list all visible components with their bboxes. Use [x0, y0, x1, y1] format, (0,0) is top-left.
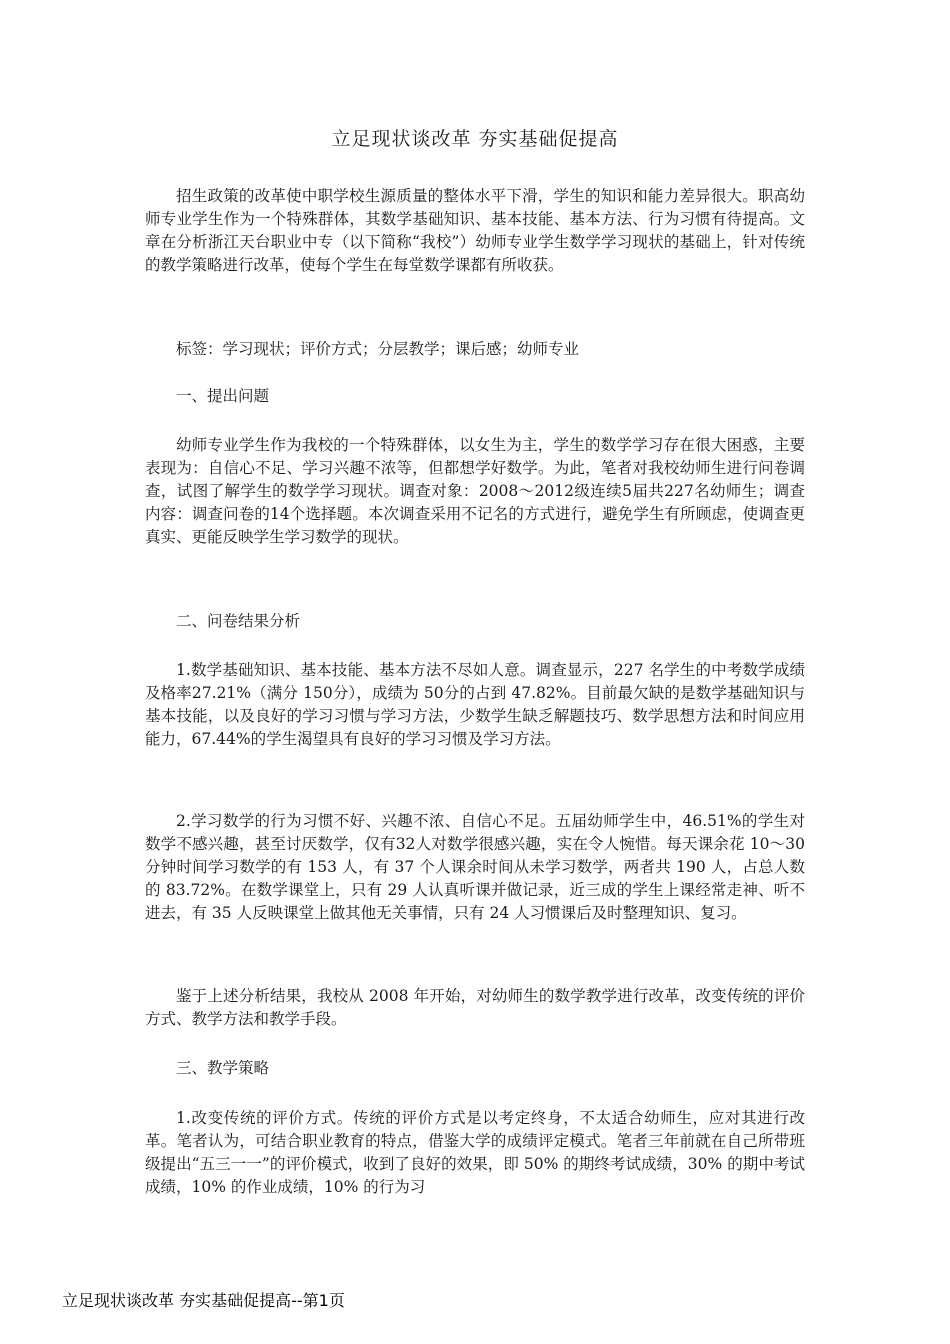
- document-title: 立足现状谈改革 夯实基础促提高: [331, 128, 619, 150]
- section-heading-2: 二、问卷结果分析: [176, 612, 301, 630]
- section-heading-1: 一、提出问题: [176, 387, 270, 405]
- abstract-paragraph: 招生政策的改革使中职学校生源质量的整体水平下滑，学生的知识和能力差异很大。职高幼师专业学生作为一个特殊群体，其数学基础知识、基本技能、基本方法、行为习惯有待提高。文章在分析浙江天台职业中专（以下简称“我校”）幼师专业学生数学学习现状的基础上，针对传统的教学策略进行改革，使每个学生在每堂数学课都有所收获。: [145, 187, 805, 274]
- section-1-paragraph: 幼师专业学生作为我校的一个特殊群体，以女生为主，学生的数学学习存在很大困惑，主要表现为：自信心不足、学习兴趣不浓等，但都想学好数学。为此，笔者对我校幼师生进行问卷调查，试图了解学生的数学学习现状。调查对象：2008～2012级连续5届共227名幼师生；调查内容：调查问卷的14个选择题。本次调查采用不记名的方式进行，避免学生有所顾虑，使调查更真实、更能反映学生学习数学的现状。: [145, 436, 805, 546]
- page-footer: 立足现状谈改革 夯实基础促提高--第1页: [62, 1291, 345, 1310]
- section-2-paragraph-3: 鉴于上述分析结果，我校从 2008 年开始，对幼师生的数学教学进行改革，改变传统的评价方式、教学方法和教学手段。: [145, 987, 805, 1028]
- section-2-paragraph-1: 1.数学基础知识、基本技能、基本方法不尽如人意。调查显示，227 名学生的中考数学成绩及格率27.21%（满分 150分），成绩为 50分的占到 47.82%。目前最欠缺的是数学基础知识与基本技能，以及良好的学习习惯与学习方法，少数学生缺乏解题技巧、数学思想方法和时间应用能力，67.44%的学生渴望具有良好的学习习惯及学习方法。: [145, 661, 805, 748]
- tags-line: 标签：学习现状；评价方式；分层教学；课后感；幼师专业: [176, 340, 580, 358]
- section-2-paragraph-2: 2.学习数学的行为习惯不好、兴趣不浓、自信心不足。五届幼师学生中，46.51%的学生对数学不感兴趣，甚至讨厌数学，仅有32人对数学很感兴趣，实在令人惋惜。每天课余花 10～30 分钟时间学习数学的有 153 人，有 37 个人课余时间从未学习数学，两者共 190 人，占总人数的 83.72%。在数学课堂上，只有 29 人认真听课并做记录，近三成的学生上课经常走神、听不进去，有 35 人反映课堂上做其他无关事情，只有 24 人习惯课后及时整理知识、复习。: [145, 812, 805, 922]
- section-heading-3: 三、教学策略: [176, 1059, 270, 1077]
- section-3-paragraph-1: 1.改变传统的评价方式。传统的评价方式是以考定终身，不太适合幼师生，应对其进行改革。笔者认为，可结合职业教育的特点，借鉴大学的成绩评定模式。笔者三年前就在自己所带班级提出“五三一一”的评价模式，收到了良好的效果，即 50% 的期终考试成绩，30% 的期中考试成绩，10% 的作业成绩，10% 的行为习: [145, 1109, 805, 1196]
